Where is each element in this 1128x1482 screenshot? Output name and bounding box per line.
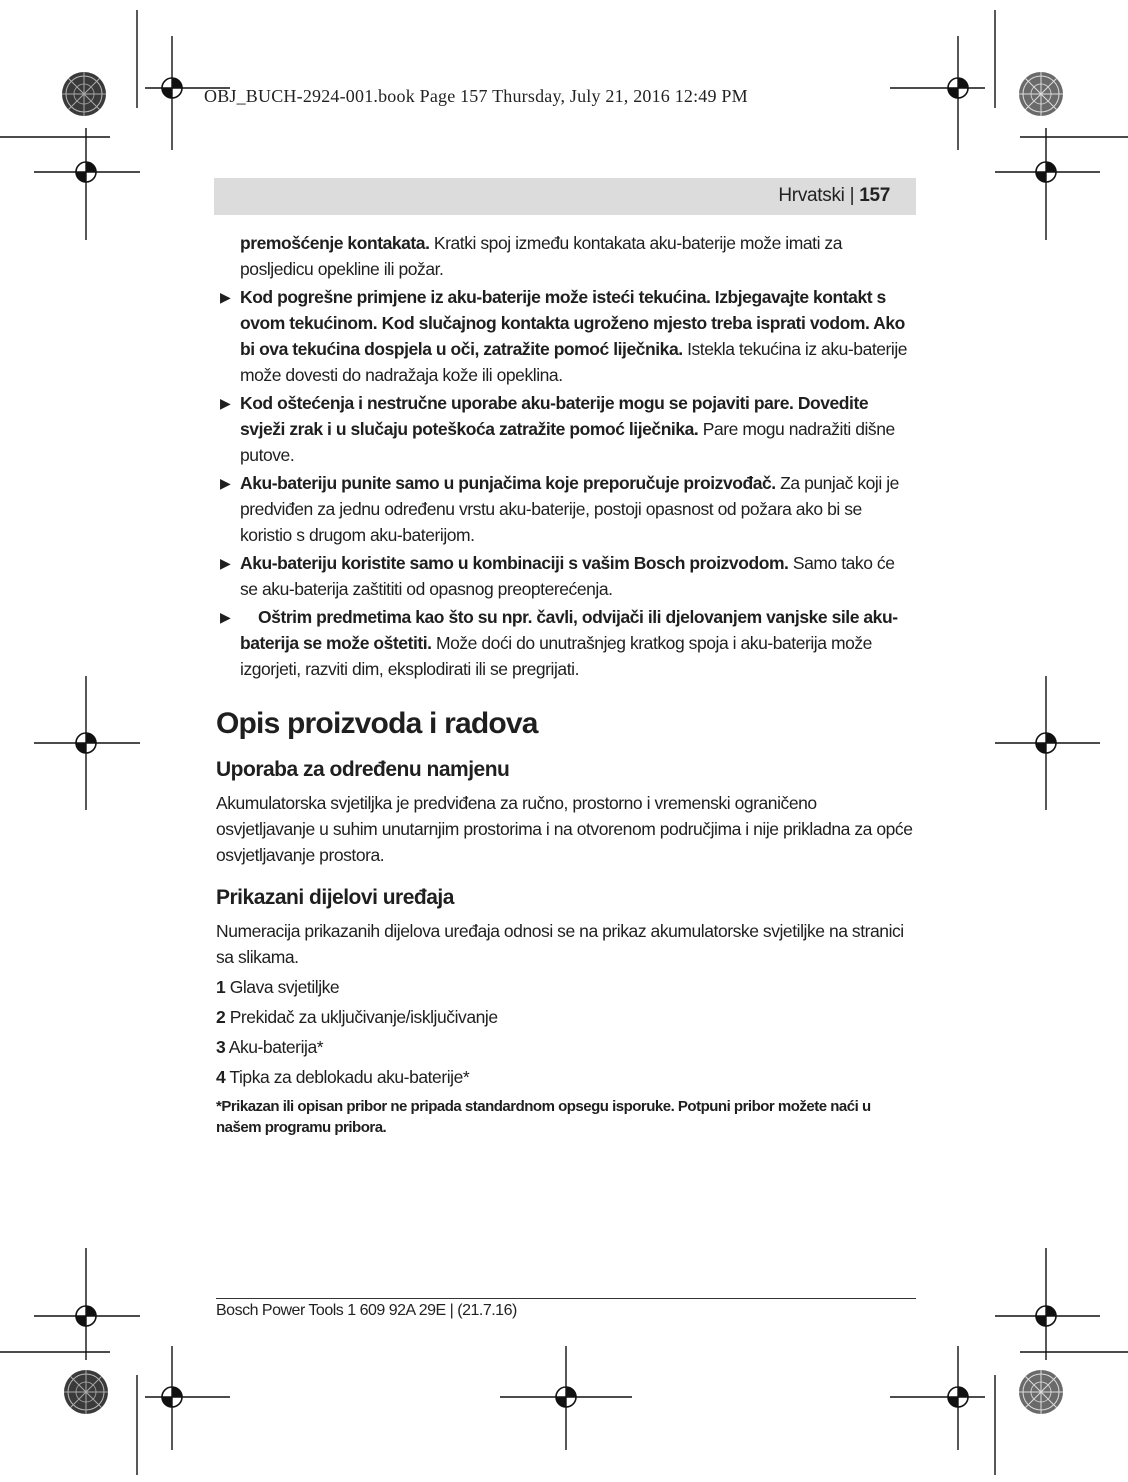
footer-text: Bosch Power Tools 1 609 92A 29E | (21.7.16) — [216, 1302, 517, 1319]
safety-bullet-4 — [216, 550, 916, 602]
intended-use-heading: Uporaba za određenu namjenu — [216, 758, 510, 781]
bullet-triangle-icon: ▶ — [220, 289, 231, 305]
page-number: 157 — [859, 185, 890, 206]
bullet-bold: Kod pogrešne primjene iz aku-baterije može isteći tekućina. Izbjegavajte kontakt s ovom tekućinom. Kod slučajnog kontakta ugroženo mjesto treba isprati vodom. Ako bi ova tekućina dospjela u oči, zatražite pomoć liječnika. — [240, 287, 905, 359]
component-label: Aku-baterija* — [225, 1037, 324, 1057]
component-item-1 — [216, 974, 916, 1000]
component-label: Glava svjetiljke — [225, 977, 340, 997]
bullet-triangle-icon: ▶ — [220, 395, 231, 411]
bullet-text: Može doći do unutrašnjeg kratkog spoja i aku-baterija može izgorjeti, razviti dim, eksplodirati ili se pregrijati. — [240, 633, 872, 679]
component-label: Tipka za deblokadu aku-baterije* — [225, 1067, 470, 1087]
bullet-bold: Oštrim predmetima kao što su npr. čavli, odvijači ili djelovanjem vanjske sile aku-baterija se može oštetiti. — [240, 607, 898, 653]
component-number: 4 — [216, 1067, 226, 1087]
bullet-triangle-icon: ▶ — [220, 555, 231, 571]
component-item-2 — [216, 1004, 916, 1030]
running-head-label — [778, 185, 890, 207]
bullet-triangle-icon: ▶ — [220, 609, 231, 625]
safety-bullet-1 — [216, 284, 916, 388]
safety-bullet-2 — [216, 390, 916, 468]
bullet-text: Za punjač koji je predviđen za jednu određenu vrstu aku-baterije, postoji opasnost od požara ako bi se koristio s drugom aku-baterijom. — [240, 473, 899, 545]
intended-use-text: Akumulatorska svjetiljka je predviđena za ručno, prostorno i vremenski ograničeno osvjetljavanje u suhim unutarnjim prostorima i na otvorenom područjima i nije prikladna za opće osvjetljavanje prostora. — [216, 793, 913, 865]
intro-text: Kratki spoj između kontakata aku-baterije može imati za posljedicu opekline ili požar. — [240, 233, 842, 279]
component-item-3 — [216, 1034, 916, 1060]
running-head — [214, 178, 916, 215]
safety-bullet-3 — [216, 470, 916, 548]
running-head-separator: | — [844, 185, 860, 206]
bullet-bold: Aku-bateriju koristite samo u kombinaciji s vašim Bosch proizvodom. — [240, 553, 789, 573]
component-number: 3 — [216, 1037, 226, 1057]
bullet-text: Pare mogu nadražiti dišne putove. — [240, 419, 895, 465]
bullet-text: Istekla tekućina iz aku-baterije može dovesti do nadražaja kože ili opeklina. — [240, 339, 908, 385]
intro-paragraph — [216, 230, 916, 282]
bullet-triangle-icon: ▶ — [220, 475, 231, 491]
bullet-text: Samo tako će se aku-baterija zaštititi od opasnog preopterećenja. — [240, 553, 895, 599]
components-intro: Numeracija prikazanih dijelova uređaja odnosi se na prikaz akumulatorske svjetiljke na stranici sa slikama. — [216, 921, 904, 967]
components-heading: Prikazani dijelovi uređaja — [216, 886, 454, 909]
component-number: 2 — [216, 1007, 226, 1027]
footer-rule — [216, 1298, 916, 1299]
accessory-note: *Prikazan ili opisan pribor ne pripada standardnom opsegu isporuke. Potpuni pribor možete naći u našem programu pribora. — [216, 1098, 871, 1136]
section-title: Opis proizvoda i radova — [216, 707, 538, 740]
safety-bullet-5 — [216, 604, 916, 682]
intro-bold: premošćenje kontakata. — [240, 233, 430, 253]
page-body — [216, 230, 916, 1138]
bullet-bold: Kod oštećenja i nestručne uporabe aku-baterije mogu se pojaviti pare. Dovedite svježi zrak i u slučaju poteškoća zatražite pomoć liječnika. — [240, 393, 869, 439]
component-number: 1 — [216, 977, 226, 997]
book-file-header: OBJ_BUCH-2924-001.book Page 157 Thursday, July 21, 2016 12:49 PM — [204, 86, 748, 106]
running-head-section: Hrvatski — [778, 185, 845, 206]
bullet-bold: Aku-bateriju punite samo u punjačima koje preporučuje proizvođač. — [240, 473, 776, 493]
component-label: Prekidač za uključivanje/isključivanje — [225, 1007, 498, 1027]
component-item-4 — [216, 1064, 916, 1090]
